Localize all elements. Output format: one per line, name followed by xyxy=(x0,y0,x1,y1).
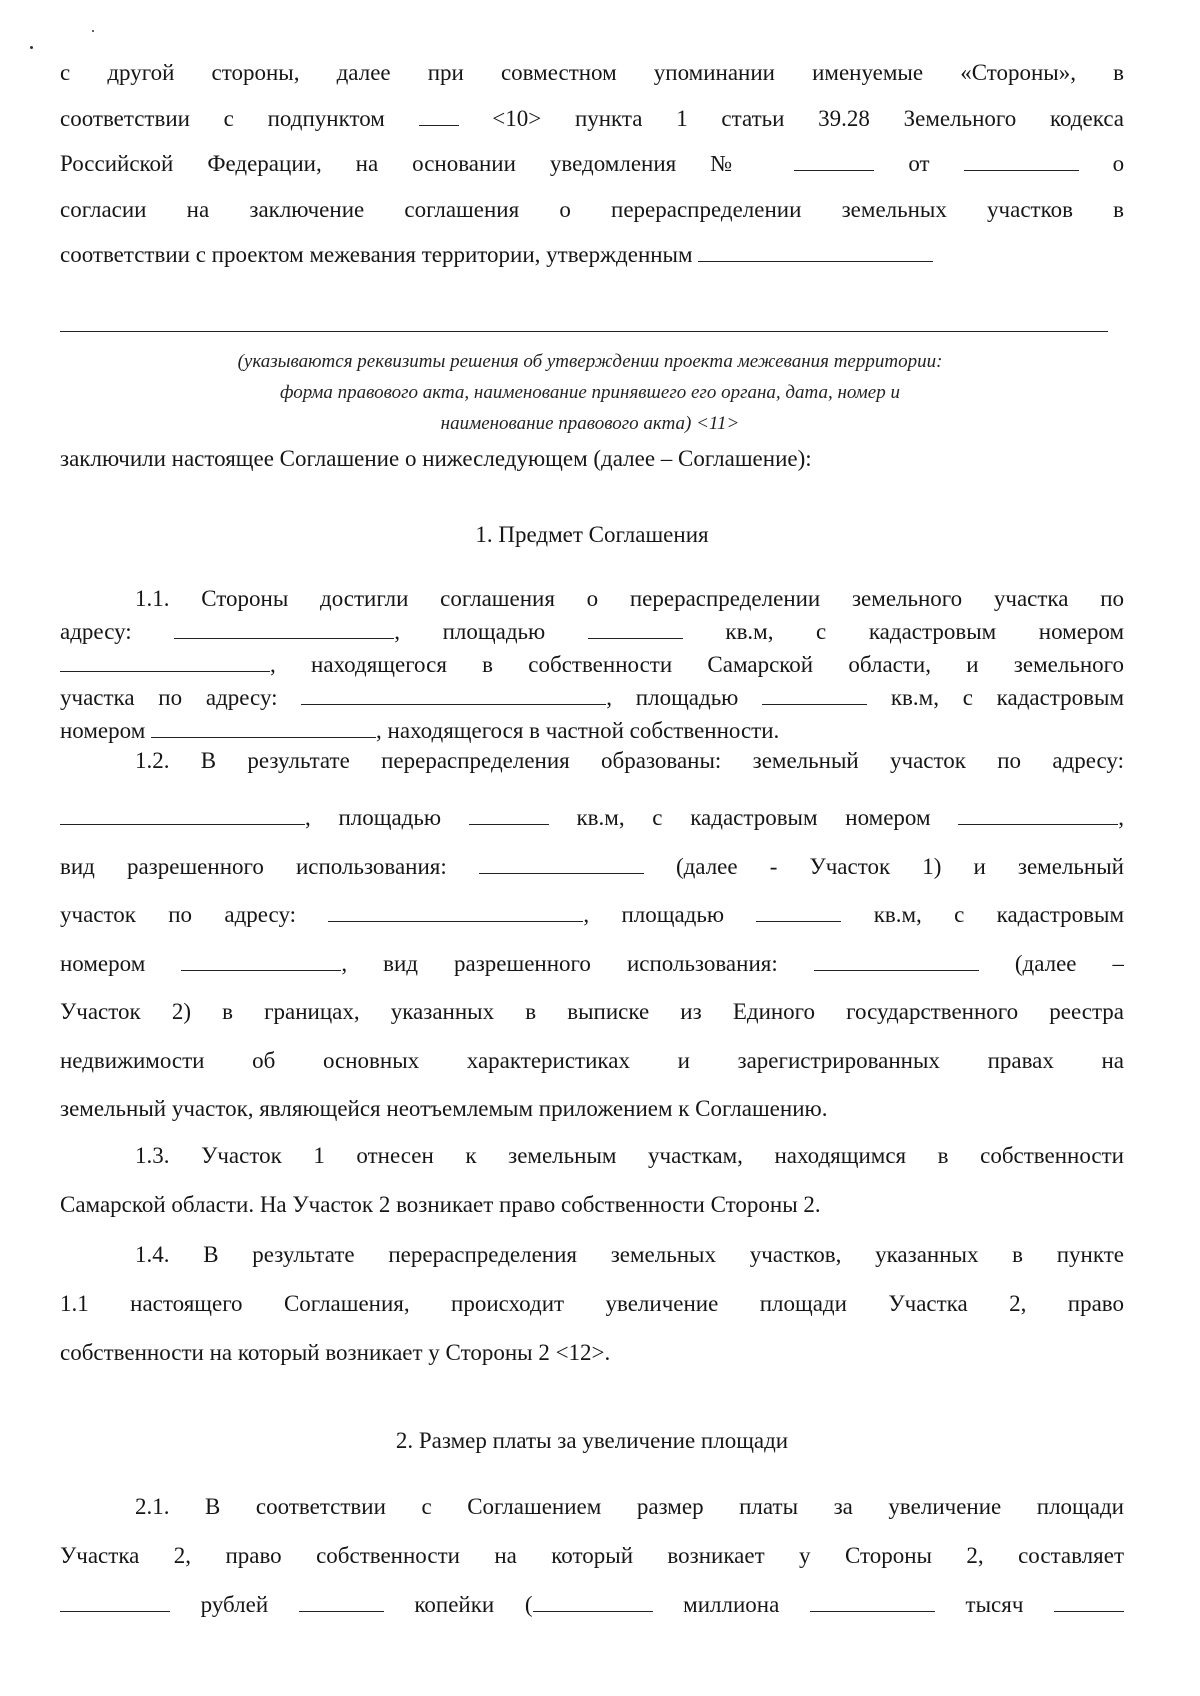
text-line: Участка 2, право собственности на который возникает у Стороны 2, составляет xyxy=(60,1543,1124,1568)
text-line: , площадью кв.м, с кадастровым номером , xyxy=(60,794,1124,843)
text-line: с другой стороны, далее при совместном упоминании именуемые «Стороны», в xyxy=(60,60,1124,85)
blank-field xyxy=(60,806,305,825)
text-line: Участок 2) в границах, указанных в выписке из Единого государственного реестра xyxy=(60,999,1124,1024)
text-line: номером , находящегося в частной собственности. xyxy=(60,718,780,743)
blank-field xyxy=(60,653,270,672)
text-line: 1.1. Стороны достигли соглашения о перераспределении земельного участка по xyxy=(135,586,1124,611)
blank-field xyxy=(588,620,683,639)
note-line: (указываются реквизиты решения об утверждении проекта межевания территории: xyxy=(237,351,943,372)
text-line: номером , вид разрешенного использования: (далее – xyxy=(60,950,1124,976)
text-line: 1.4. В результате перераспределения земельных участков, указанных в пункте xyxy=(135,1242,1124,1267)
text-line: 2.1. В соответствии с Соглашением размер платы за увеличение площади xyxy=(135,1494,1124,1519)
blank-field xyxy=(794,152,874,171)
text-line: участка по адресу: , площадью кв.м, с кадастровым xyxy=(60,685,1124,710)
signature-line xyxy=(60,331,1108,332)
section-1-title: 1. Предмет Соглашения xyxy=(475,522,709,547)
clause-1-2 xyxy=(60,794,1124,1134)
note-line: форма правового акта, наименование принявшего его органа, дата, номер и xyxy=(279,382,900,403)
text-line: соответствии с подпунктом <10> пункта 1 статьи 39.28 Земельного кодекса xyxy=(60,105,1124,131)
blank-field xyxy=(299,1593,384,1612)
text-line: адресу: , площадью кв.м, с кадастровым номером xyxy=(60,619,1124,644)
clause-2-1 xyxy=(60,1482,1124,1629)
text-line: участок по адресу: , площадью кв.м, с кадастровым xyxy=(60,902,1124,927)
blank-field xyxy=(60,1593,170,1612)
blank-field xyxy=(419,107,459,126)
clause-1-3 xyxy=(60,1131,1124,1229)
text-line: земельный участок, являющейся неотъемлемым приложением к Соглашению. xyxy=(60,1096,828,1121)
blank-field xyxy=(174,620,394,639)
blank-field xyxy=(479,855,644,874)
text-line: собственности на который возникает у Стороны 2 <12>. xyxy=(60,1340,611,1365)
blank-field xyxy=(469,806,549,825)
blank-field xyxy=(328,903,583,922)
text-line: заключили настоящее Соглашение о нижеследующем (далее – Соглашение): xyxy=(60,446,812,471)
blank-field xyxy=(151,719,376,738)
text-line: 1.2. В результате перераспределения образованы: земельный участок по адресу: xyxy=(135,748,1124,773)
text-line: рублей копейки ( миллиона тысяч xyxy=(60,1580,1124,1629)
blank-field xyxy=(958,806,1118,825)
blank-field xyxy=(301,686,606,705)
blank-field xyxy=(814,952,979,971)
scan-speck xyxy=(30,46,33,49)
text-line: Российской Федерации, на основании уведомления № от о xyxy=(60,151,1124,176)
text-line: , находящегося в собственности Самарской области, и земельного xyxy=(60,648,1124,681)
requisites-note xyxy=(60,346,1120,439)
text-line: недвижимости об основных характеристиках и зарегистрированных правах на xyxy=(60,1047,1124,1073)
preamble xyxy=(60,50,1124,278)
text-line: 1.1 настоящего Соглашения, происходит увеличение площади Участка 2, право xyxy=(60,1291,1124,1316)
clause-1-2-head xyxy=(60,744,1124,777)
blank-field xyxy=(181,952,341,971)
text-line: Самарской области. На Участок 2 возникает право собственности Стороны 2. xyxy=(60,1192,821,1217)
note-line: наименование правового акта) <11> xyxy=(440,413,740,434)
blank-field xyxy=(762,686,867,705)
blank-field xyxy=(810,1593,935,1612)
section-2-title: 2. Размер платы за увеличение площади xyxy=(395,1428,789,1453)
scan-speck xyxy=(92,30,94,32)
text-line: согласии на заключение соглашения о перераспределении земельных участков в xyxy=(60,196,1124,222)
blank-field xyxy=(533,1593,653,1612)
clause-1-1 xyxy=(60,582,1124,747)
blank-field xyxy=(964,152,1079,171)
blank-field xyxy=(1054,1593,1124,1612)
text-line: соответствии с проектом межевания территории, утвержденным xyxy=(60,232,1124,278)
text-line: 1.3. Участок 1 отнесен к земельным участкам, находящимся в собственности xyxy=(135,1143,1124,1168)
clause-1-4 xyxy=(60,1230,1124,1377)
concluded-line xyxy=(60,444,1124,474)
blank-field xyxy=(756,903,841,922)
blank-field xyxy=(698,243,933,262)
text-line: вид разрешенного использования: (далее - Участок 1) и земельный xyxy=(60,853,1124,879)
